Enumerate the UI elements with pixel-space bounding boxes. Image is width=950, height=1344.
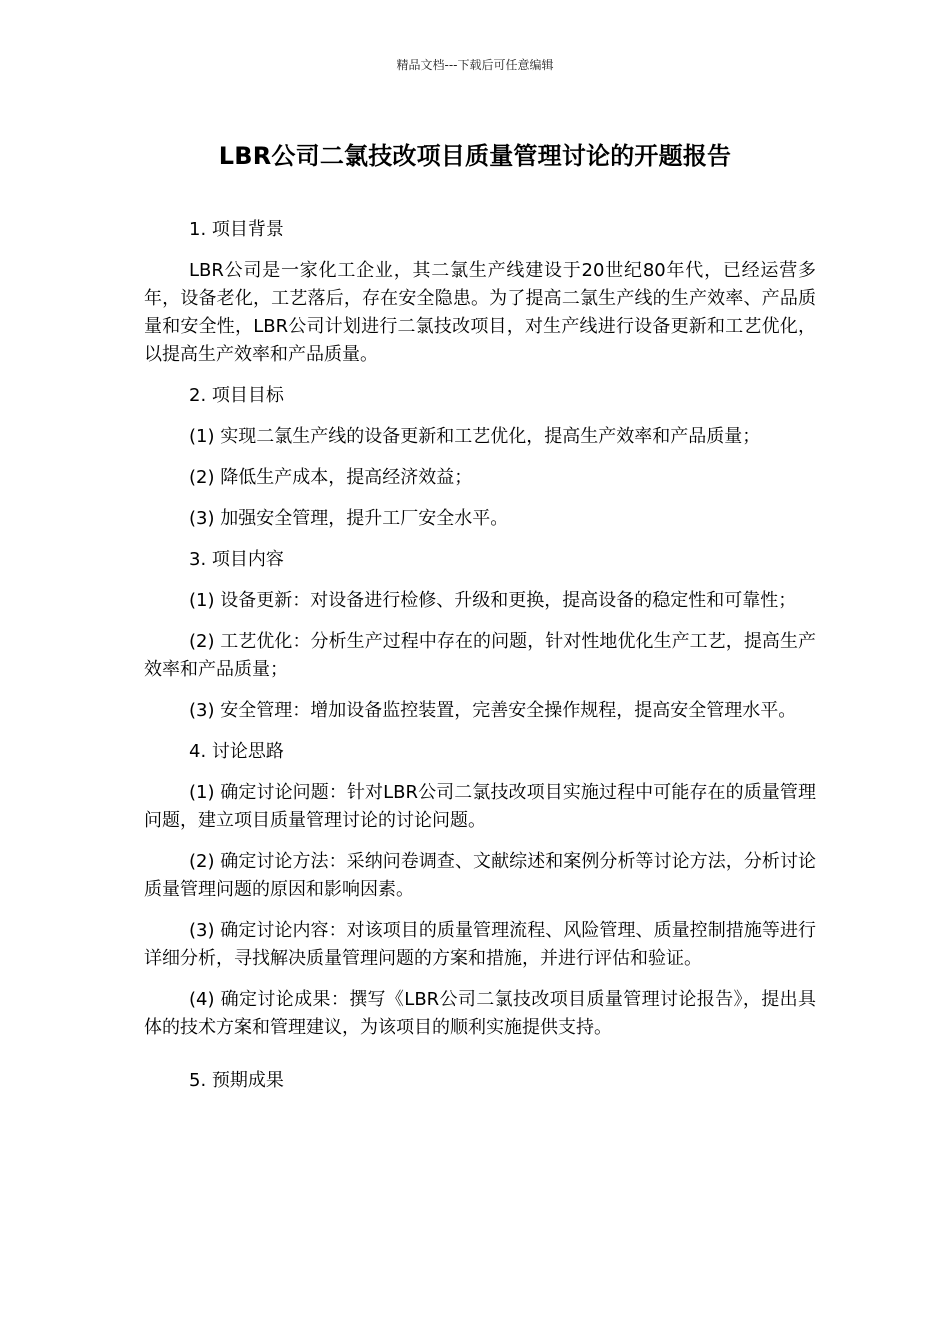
paragraph-approach-2: (2) 确定讨论方法：采纳问卷调查、文献综述和案例分析等讨论方法，分析讨论质量管理问题的原因和影响因素。 xyxy=(144,851,816,900)
paragraph-content-1: (1) 设备更新：对设备进行检修、升级和更换，提高设备的稳定性和可靠性； xyxy=(189,590,797,611)
document-body xyxy=(144,216,816,1108)
section-heading-background: 1. 项目背景 xyxy=(189,219,284,240)
paragraph-approach-1: (1) 确定讨论问题：针对LBR公司二氯技改项目实施过程中可能存在的质量管理问题，建立项目质量管理讨论的讨论问题。 xyxy=(144,782,816,831)
paragraph-background: LBR公司是一家化工企业，其二氯生产线建设于20世纪80年代，已经运营多年，设备老化，工艺落后，存在安全隐患。为了提高二氯生产线的生产效率、产品质量和安全性，LBR公司计划进行二氯技改项目，对生产线进行设备更新和工艺优化，以提高生产效率和产品质量。 xyxy=(144,260,816,365)
paragraph-goal-1: (1) 实现二氯生产线的设备更新和工艺优化，提高生产效率和产品质量； xyxy=(189,426,761,447)
paragraph-approach-3: (3) 确定讨论内容：对该项目的质量管理流程、风险管理、质量控制措施等进行详细分析，寻找解决质量管理问题的方案和措施，并进行评估和验证。 xyxy=(144,920,816,969)
header-note: 精品文档---下载后可任意编辑 xyxy=(396,58,554,72)
section-heading-expected-results: 5. 预期成果 xyxy=(189,1070,284,1091)
paragraph-approach-4: (4) 确定讨论成果：撰写《LBR公司二氯技改项目质量管理讨论报告》，提出具体的技术方案和管理建议，为该项目的顺利实施提供支持。 xyxy=(144,989,816,1038)
paragraph-goal-2: (2) 降低生产成本，提高经济效益； xyxy=(189,467,473,488)
section-heading-goals: 2. 项目目标 xyxy=(189,385,284,406)
paragraph-goal-3: (3) 加强安全管理，提升工厂安全水平。 xyxy=(189,508,509,529)
paragraph-content-2: (2) 工艺优化：分析生产过程中存在的问题，针对性地优化生产工艺，提高生产效率和产品质量； xyxy=(144,631,816,680)
document-title: LBR公司二氯技改项目质量管理讨论的开题报告 xyxy=(218,142,732,170)
paragraph-content-3: (3) 安全管理：增加设备监控装置，完善安全操作规程，提高安全管理水平。 xyxy=(189,700,797,721)
section-heading-approach: 4. 讨论思路 xyxy=(189,741,284,762)
section-heading-content: 3. 项目内容 xyxy=(189,549,284,570)
